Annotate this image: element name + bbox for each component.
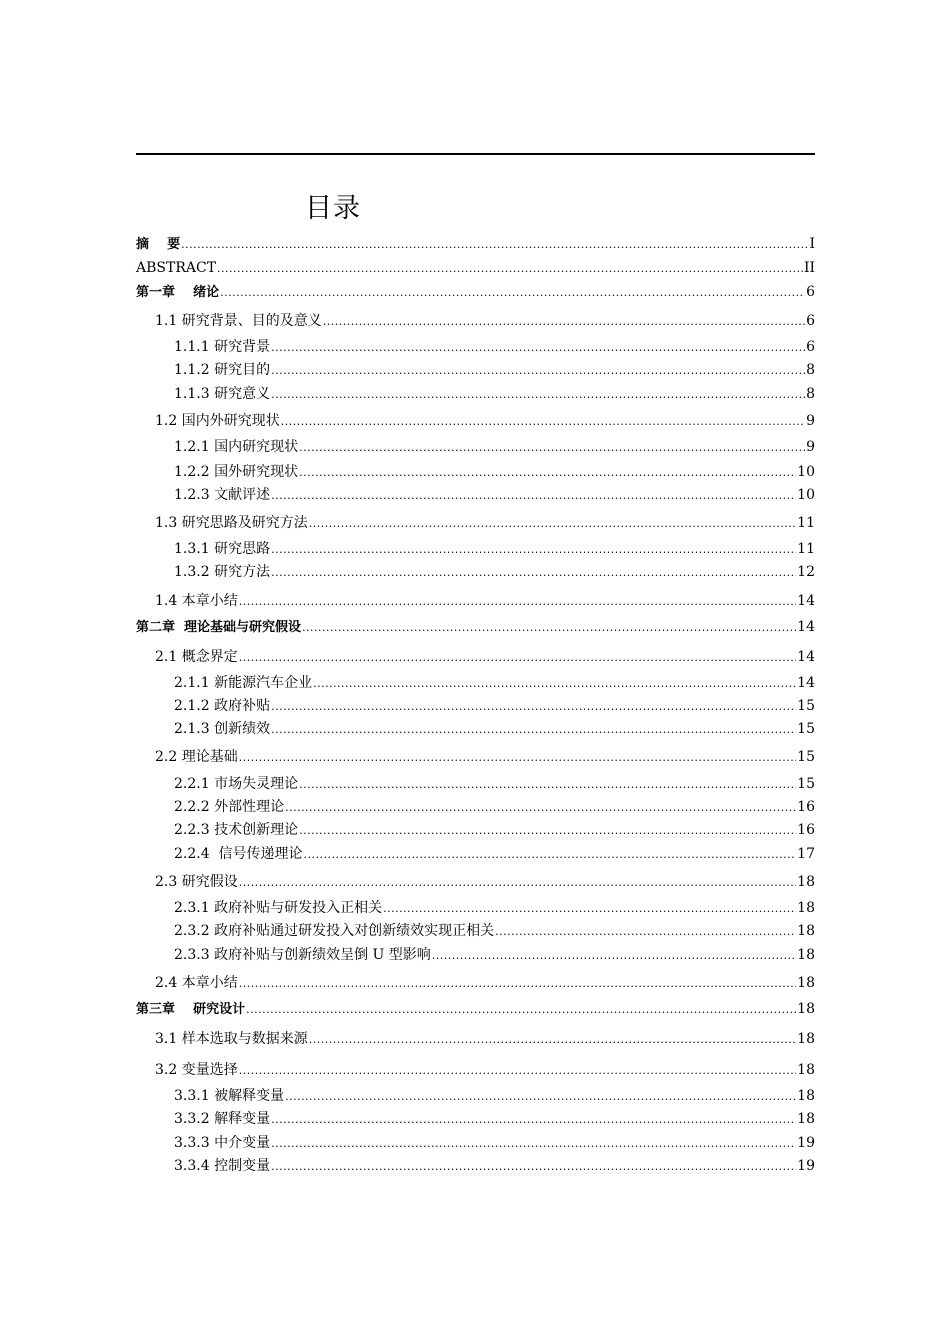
dot-leader xyxy=(271,338,805,358)
toc-entry-label: 2.3.3 政府补贴与创新绩效呈倒 U 型影响 xyxy=(174,947,431,963)
dot-leader xyxy=(239,873,796,893)
toc-entry[interactable] xyxy=(174,360,815,380)
toc-entry-label: 2.4 本章小结 xyxy=(155,975,238,991)
toc-entry[interactable] xyxy=(174,562,815,582)
toc-entry-page-number: 6 xyxy=(806,284,815,300)
toc-entry-page-number: 15 xyxy=(797,721,815,737)
toc-entry-page-number: 15 xyxy=(797,749,815,765)
toc-entry[interactable] xyxy=(174,774,815,794)
toc-entry-label: 1.3.1 研究思路 xyxy=(174,541,271,557)
dot-leader xyxy=(302,618,796,638)
toc-entry-page-number: 18 xyxy=(797,923,815,939)
dot-leader xyxy=(239,648,796,668)
toc-entry-label: 2.1.2 政府补贴 xyxy=(174,698,271,714)
toc-entry[interactable] xyxy=(174,539,815,559)
toc-entry[interactable] xyxy=(174,485,815,505)
toc-entry-page-number: 18 xyxy=(797,1031,815,1047)
toc-entry[interactable] xyxy=(174,1156,815,1176)
toc-entry-label: 2.2.2 外部性理论 xyxy=(174,799,285,815)
toc-entry[interactable] xyxy=(174,384,815,404)
toc-entry[interactable] xyxy=(174,673,815,693)
toc-entry-label: 摘 要 xyxy=(136,237,181,252)
dot-leader xyxy=(281,412,805,432)
toc-entry-label: 2.2.3 技术创新理论 xyxy=(174,822,299,838)
toc-entry[interactable] xyxy=(155,411,815,431)
dot-leader xyxy=(495,922,796,942)
toc-entry-label: 2.3.2 政府补贴通过研发投入对创新绩效实现正相关 xyxy=(174,923,495,939)
toc-entry[interactable] xyxy=(174,696,815,716)
toc-entry-page-number: 10 xyxy=(797,464,815,480)
toc-entry[interactable] xyxy=(155,973,815,993)
toc-entry-label: 2.2 理论基础 xyxy=(155,749,238,765)
toc-entry-label: 1.4 本章小结 xyxy=(155,593,238,609)
toc-entry-label: ABSTRACT xyxy=(136,260,217,276)
toc-entry-page-number: 6 xyxy=(806,339,815,355)
toc-entry-page-number: 14 xyxy=(797,619,815,635)
dot-leader xyxy=(271,385,805,405)
dot-leader xyxy=(299,438,805,458)
toc-entry-page-number: 14 xyxy=(797,675,815,691)
toc-entry-page-number: 17 xyxy=(797,846,815,862)
dot-leader xyxy=(285,798,796,818)
toc-entry-label: 1.1.3 研究意义 xyxy=(174,386,271,402)
dot-leader xyxy=(285,1087,796,1107)
toc-entry-label: 1.2.2 国外研究现状 xyxy=(174,464,299,480)
dot-leader xyxy=(246,1000,796,1020)
toc-entry[interactable] xyxy=(155,1029,815,1049)
toc-entry[interactable] xyxy=(174,1109,815,1129)
toc-entry-label: 2.3.1 政府补贴与研发投入正相关 xyxy=(174,900,383,916)
toc-entry[interactable] xyxy=(155,647,815,667)
dot-leader xyxy=(239,1061,796,1081)
toc-entry-label: 1.1.1 研究背景 xyxy=(174,339,271,355)
toc-entry-label: 3.1 样本选取与数据来源 xyxy=(155,1031,308,1047)
toc-entry-label: 2.1.3 创新绩效 xyxy=(174,721,271,737)
toc-entry[interactable] xyxy=(155,513,815,533)
toc-entry-page-number: 16 xyxy=(797,799,815,815)
dot-leader xyxy=(239,974,796,994)
dot-leader xyxy=(313,674,796,694)
toc-entry-page-number: I xyxy=(809,236,815,252)
header-rule xyxy=(136,153,815,155)
toc-entry-label: 1.2.3 文献评述 xyxy=(174,487,271,503)
toc-entry-page-number: 9 xyxy=(806,439,815,455)
dot-leader xyxy=(271,563,796,583)
toc-entry[interactable] xyxy=(136,234,815,254)
toc-entry[interactable] xyxy=(174,797,815,817)
dot-leader xyxy=(271,697,796,717)
toc-entry-label: 3.2 变量选择 xyxy=(155,1062,238,1078)
toc-entry-label: 1.3.2 研究方法 xyxy=(174,564,271,580)
toc-entry[interactable] xyxy=(155,311,815,331)
toc-entry-page-number: 14 xyxy=(797,593,815,609)
toc-entry-label: 2.3 研究假设 xyxy=(155,874,238,890)
toc-entry-page-number: 18 xyxy=(797,975,815,991)
dot-leader xyxy=(271,486,796,506)
toc-entry-label: 2.2.1 市场失灵理论 xyxy=(174,776,299,792)
toc-entry-page-number: 18 xyxy=(797,1001,815,1017)
toc-entry[interactable] xyxy=(136,282,815,302)
toc-entry-page-number: 18 xyxy=(797,1062,815,1078)
dot-leader xyxy=(323,312,805,332)
toc-entry[interactable] xyxy=(155,591,815,611)
toc-entry-label: 1.2 国内外研究现状 xyxy=(155,413,280,429)
dot-leader xyxy=(432,946,796,966)
toc-entry-page-number: 8 xyxy=(806,386,815,402)
toc-entry-page-number: II xyxy=(803,260,815,276)
toc-entry-label: 1.3 研究思路及研究方法 xyxy=(155,515,308,531)
toc-entry[interactable] xyxy=(136,999,815,1019)
dot-leader xyxy=(299,821,796,841)
toc-entry[interactable] xyxy=(174,1133,815,1153)
toc-entry-page-number: 18 xyxy=(797,947,815,963)
toc-entry[interactable] xyxy=(174,1086,815,1106)
toc-entry-label: 1.1 研究背景、目的及意义 xyxy=(155,313,322,329)
toc-entry[interactable] xyxy=(174,945,815,965)
toc-entry-page-number: 18 xyxy=(797,874,815,890)
toc-entry[interactable] xyxy=(174,898,815,918)
dot-leader xyxy=(271,1134,796,1154)
toc-entry-page-number: 14 xyxy=(797,649,815,665)
toc-entry-page-number: 10 xyxy=(797,487,815,503)
toc-entry-page-number: 19 xyxy=(797,1158,815,1174)
toc-entry-label: 第一章 绪论 xyxy=(136,285,220,300)
dot-leader xyxy=(271,540,796,560)
toc-entry[interactable] xyxy=(155,747,815,767)
toc-entry-label: 3.3.4 控制变量 xyxy=(174,1158,271,1174)
toc-entry[interactable] xyxy=(174,437,815,457)
dot-leader xyxy=(271,1157,796,1177)
dot-leader xyxy=(309,1030,796,1050)
toc-entry-page-number: 18 xyxy=(797,900,815,916)
toc-entry-page-number: 15 xyxy=(797,698,815,714)
toc-entry[interactable] xyxy=(155,872,815,892)
toc-entry-page-number: 15 xyxy=(797,776,815,792)
dot-leader xyxy=(217,259,803,279)
toc-entry-label: 2.1.1 新能源汽车企业 xyxy=(174,675,313,691)
toc-entry-page-number: 12 xyxy=(797,564,815,580)
toc-entry[interactable] xyxy=(136,258,815,278)
toc-entry[interactable] xyxy=(155,1060,815,1080)
dot-leader xyxy=(239,748,796,768)
dot-leader xyxy=(309,514,796,534)
toc-entry[interactable] xyxy=(174,921,815,941)
toc-entry-label: 1.1.2 研究目的 xyxy=(174,362,271,378)
toc-entry-label: 2.1 概念界定 xyxy=(155,649,238,665)
toc-entry-label: 第二章 理论基础与研究假设 xyxy=(136,620,302,635)
toc-entry-label: 2.2.4 信号传递理论 xyxy=(174,846,303,862)
toc-entry[interactable] xyxy=(174,820,815,840)
toc-entry-page-number: 9 xyxy=(806,413,815,429)
dot-leader xyxy=(299,775,796,795)
page-title: 目录 xyxy=(305,193,361,224)
toc-entry-label: 1.2.1 国内研究现状 xyxy=(174,439,299,455)
toc-entry[interactable] xyxy=(136,617,815,637)
dot-leader xyxy=(220,283,805,303)
toc-entry-page-number: 16 xyxy=(797,822,815,838)
dot-leader xyxy=(271,361,805,381)
toc-entry-page-number: 11 xyxy=(797,541,815,557)
toc-entry-page-number: 18 xyxy=(797,1111,815,1127)
dot-leader xyxy=(304,845,797,865)
dot-leader xyxy=(271,720,796,740)
toc-entry-page-number: 11 xyxy=(797,515,815,531)
dot-leader xyxy=(239,592,796,612)
toc-entry-page-number: 19 xyxy=(797,1135,815,1151)
toc-entry[interactable] xyxy=(174,337,815,357)
toc-entry-label: 3.3.1 被解释变量 xyxy=(174,1088,285,1104)
toc-entry[interactable] xyxy=(174,844,815,864)
toc-entry-label: 3.3.2 解释变量 xyxy=(174,1111,271,1127)
toc-entry-page-number: 8 xyxy=(806,362,815,378)
toc-entry-label: 3.3.3 中介变量 xyxy=(174,1135,271,1151)
dot-leader xyxy=(181,235,808,255)
dot-leader xyxy=(271,1110,796,1130)
dot-leader xyxy=(299,463,796,483)
toc-entry[interactable] xyxy=(174,462,815,482)
toc-entry[interactable] xyxy=(174,719,815,739)
toc-entry-label: 第三章 研究设计 xyxy=(136,1002,246,1017)
toc-entry-page-number: 18 xyxy=(797,1088,815,1104)
dot-leader xyxy=(383,899,796,919)
toc-entry-page-number: 6 xyxy=(806,313,815,329)
